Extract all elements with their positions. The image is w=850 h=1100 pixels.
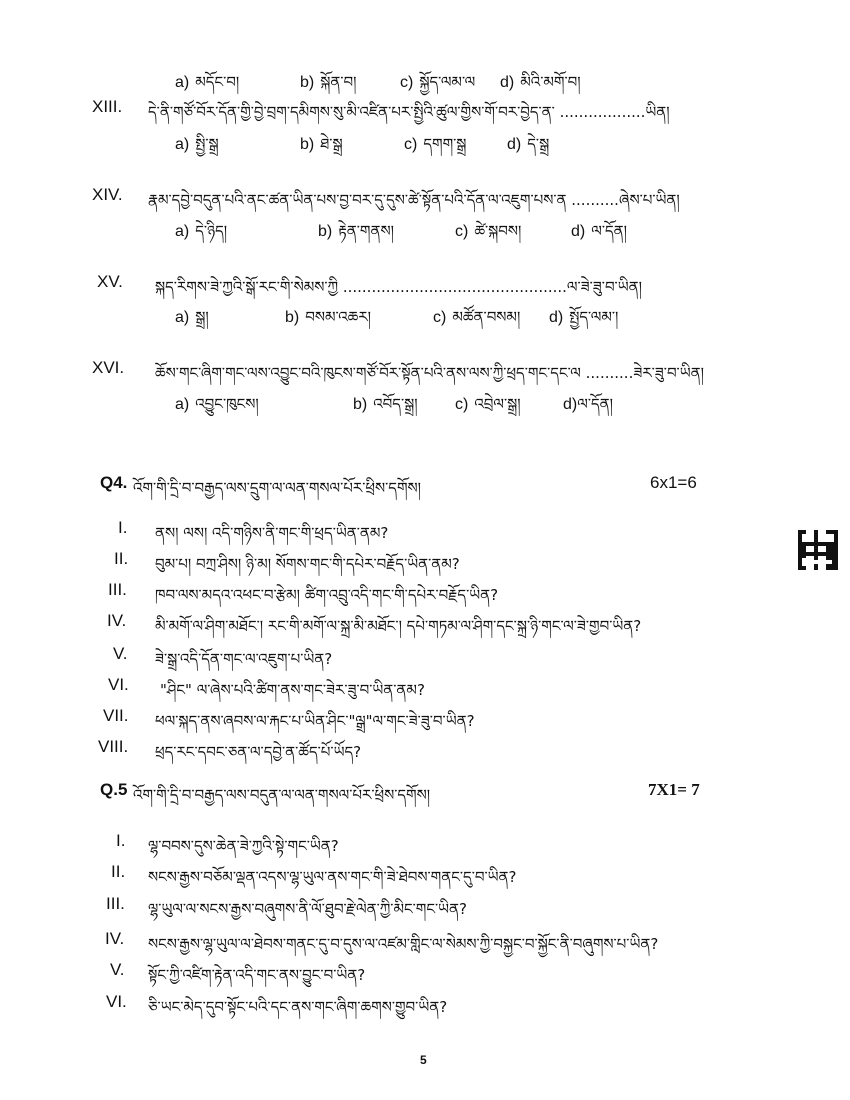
option-b: b) སྐོན་བ། <box>300 73 357 91</box>
q5-item-text: ལྷ་ཡུལ་ལ་སངས་རྒྱས་བཞུགས་ནི་ལོ་ཐུབ་རྗེ་ལེན་ཀྱི་མིང་གང་ཡིན? <box>148 900 468 918</box>
option-b: b) བསམ་འཆར། <box>285 308 372 326</box>
q4-item-text: ཕྲད་རང་དབང་ཅན་ལ་དབྱེ་ན་ཚོད་པོ་ཡོད? <box>155 743 362 761</box>
option-c: c) འབྲེལ་སྒྲ། <box>455 395 521 413</box>
option-b: b) ཐེ་སྒྲ <box>300 135 343 153</box>
q4-item-text: མི་མགོ་ལ་ཤིག་མཐོང་། རང་གི་མགོ་ལ་སྐྲ་མི་མཐོང་། དཔེ་གཏམ་ལ་ཤིག་དང་སྐྲ་ཉི་གང་ལ་ཟེ་གྱབ་ཡིན? <box>155 617 642 635</box>
question-number: XV. <box>97 272 123 291</box>
q5-item-number: I. <box>116 831 126 850</box>
q4-item-number: VII. <box>103 706 129 725</box>
q4-item-number: I. <box>118 518 128 537</box>
q4-label: Q4. <box>100 473 128 492</box>
q5-item-text: སངས་རྒྱས་བཅོམ་ལྡན་འདས་ལྷ་ཡུལ་ནས་གང་གི་ཟེ་ཐེབས་གནང་དུ་བ་ཡིན? <box>148 868 517 886</box>
q5-item-text: སངས་རྒྱས་ལྷ་ཡུལ་ལ་ཐེབས་གནང་དུ་བ་དུས་ལ་འཛམ་གླིང་ལ་སེམས་ཀྱི་བསྐྱང་བ་སྐྱོང་ནི་བཞུགས་པ་ཡིན? <box>148 935 659 953</box>
question-number: XIII. <box>92 97 123 116</box>
option-d: d) སྤྱོད་ལམ་། <box>549 308 619 326</box>
q5-item-number: V. <box>110 960 125 979</box>
q4-item-text: "ཤིང" ལ་ཞེས་པའི་ཚིག་ནས་གང་ཟེར་ཟུ་བ་ཡིན་ནམ? <box>160 681 425 699</box>
q4-marks: 6x1=6 <box>650 473 697 492</box>
q5-item-text: ཅི་ཡང་མེད་དུབ་སྟོང་པའི་དང་ནས་གང་ཞིག་ཆགས་གྱུབ་ཡིན? <box>148 998 448 1016</box>
qr-code-icon <box>798 530 838 570</box>
q4-item-number: VI. <box>108 675 129 694</box>
q4-item-text: བུམ་པ། བཀྲ་ཤིས། ཉི་མ། སོགས་གང་གི་དཔེར་བརྗོད་ཡིན་ནམ? <box>155 555 460 573</box>
option-c: c) དགག་སྒྲ <box>404 135 467 153</box>
option-a: a) མདོང་བ། <box>175 73 240 91</box>
option-b: b) འབོད་སྒྲ། <box>353 395 418 413</box>
option-c: c) མཚོན་བསམ། <box>433 308 521 326</box>
option-a: a) སྤྱི་སྒྲ <box>175 135 219 153</box>
option-c: c) སྐྱོད་ལམ་ལ <box>400 73 476 91</box>
question-text: སྐད་རིགས་ཟེ་ཀྱའི་སྒོ་རང་གི་སེམས་ཀྱི ...............................................ལ་ཟེ་ཟུ་བ་ཡིན། <box>155 278 642 296</box>
question-text: ཆོས་གང་ཞིག་གང་ལས་འབྱུང་བའི་ཁུངས་གཙོ་བོར་སྟོན་པའི་ནས་ལས་ཀྱི་ཕྲད་གང་དང་ལ ..........ཟེར་ཟུ་བ་ཡིན། <box>155 364 704 382</box>
q5-label: Q.5 <box>100 780 128 799</box>
question-number: XIV. <box>92 185 123 204</box>
option-a: a) འབྱུང་ཁུངས། <box>175 395 259 413</box>
option-d: d) མིའི་མགོ་བ། <box>500 73 581 91</box>
q5-item-text: ལྷ་བབས་དུས་ཆེན་ཟེ་ཀྱའི་སྟེ་གང་ཡིན? <box>148 837 339 855</box>
q4-item-text: ཁབ་ལས་མདའ་འཕང་བ་རྩེམ། ཚིག་འབྲུ་འདི་གང་གི་དཔེར་བརྗོད་ཡིན? <box>155 586 499 604</box>
q4-item-text: ཟེ་སྒྲ་འདི་དོན་གང་ལ་འཇུག་པ་ཡིན? <box>155 650 333 668</box>
q4-item-number: II. <box>114 549 129 568</box>
question-text: དེ་ནི་གཙོ་བོར་དོན་གྱི་བྱེ་བྲག་དམིགས་སུ་མི་འཛིན་པར་སྤྱིའི་ཚུལ་གྱིས་གོ་བར་བྱེད་ན་ ..................ཡིན། <box>148 103 670 121</box>
option-d: d) དེ་སྒྲ <box>507 135 550 153</box>
option-b: b) རྟེན་གནས། <box>318 222 394 240</box>
question-text: རྣམ་དབྱེ་བདུན་པའི་ནང་ཚན་ཡིན་པས་བྱ་བར་དུ་དུས་ཚེ་སྟོན་པའི་དོན་ལ་འཇུག་པས་ན ..........ཞེས་པ་ཡིན། <box>148 191 680 209</box>
q5-item-text: སྟོང་ཀྱི་འཛིག་རྟེན་འདི་གང་ནས་བྱུང་བ་ཡིན? <box>148 966 366 984</box>
option-c: c) ཚེ་སྐབས། <box>455 222 522 240</box>
q5-marks: 7X1= 7 <box>648 780 700 799</box>
q4-item-number: III. <box>108 580 127 599</box>
q5-instruction: འོག་གི་དྲི་བ་བརྒྱད་ལས་བདུན་ལ་ལན་གསལ་པོར་ཕྲིས་དགོས། <box>133 786 431 804</box>
q4-item-number: V. <box>113 644 128 663</box>
q4-item-text: ནས། ལས། འདི་གཉིས་ནི་གང་གི་ཕྲད་ཡིན་ནམ? <box>155 524 389 542</box>
q5-item-number: VI. <box>106 992 127 1011</box>
option-a: a) སྒྲ། <box>175 308 209 326</box>
question-number: XVI. <box>92 358 125 377</box>
option-d: d) ལ་དོན། <box>571 222 627 240</box>
q4-item-number: VIII. <box>98 737 129 756</box>
q5-item-number: II. <box>111 862 126 881</box>
option-d: d)ལ་དོན། <box>563 395 613 413</box>
q5-item-number: IV. <box>105 929 125 948</box>
q5-item-number: III. <box>106 894 125 913</box>
page-number: 5 <box>420 1053 427 1067</box>
option-a: a) དེ་ཉིད། <box>175 222 228 240</box>
q4-item-number: IV. <box>107 611 127 630</box>
q4-item-text: ཕལ་སྐད་ནས་ཞབས་ལ་རྐང་པ་ཡིན་ཤིང་"ལྒྲ"ལ་གང་ཟེ་ཟུ་བ་ཡིན? <box>155 712 475 730</box>
q4-instruction: འོག་གི་དྲི་བ་བརྒྱད་ལས་དྲུག་ལ་ལན་གསལ་པོར་ཕྲིས་དགོས། <box>133 479 422 497</box>
